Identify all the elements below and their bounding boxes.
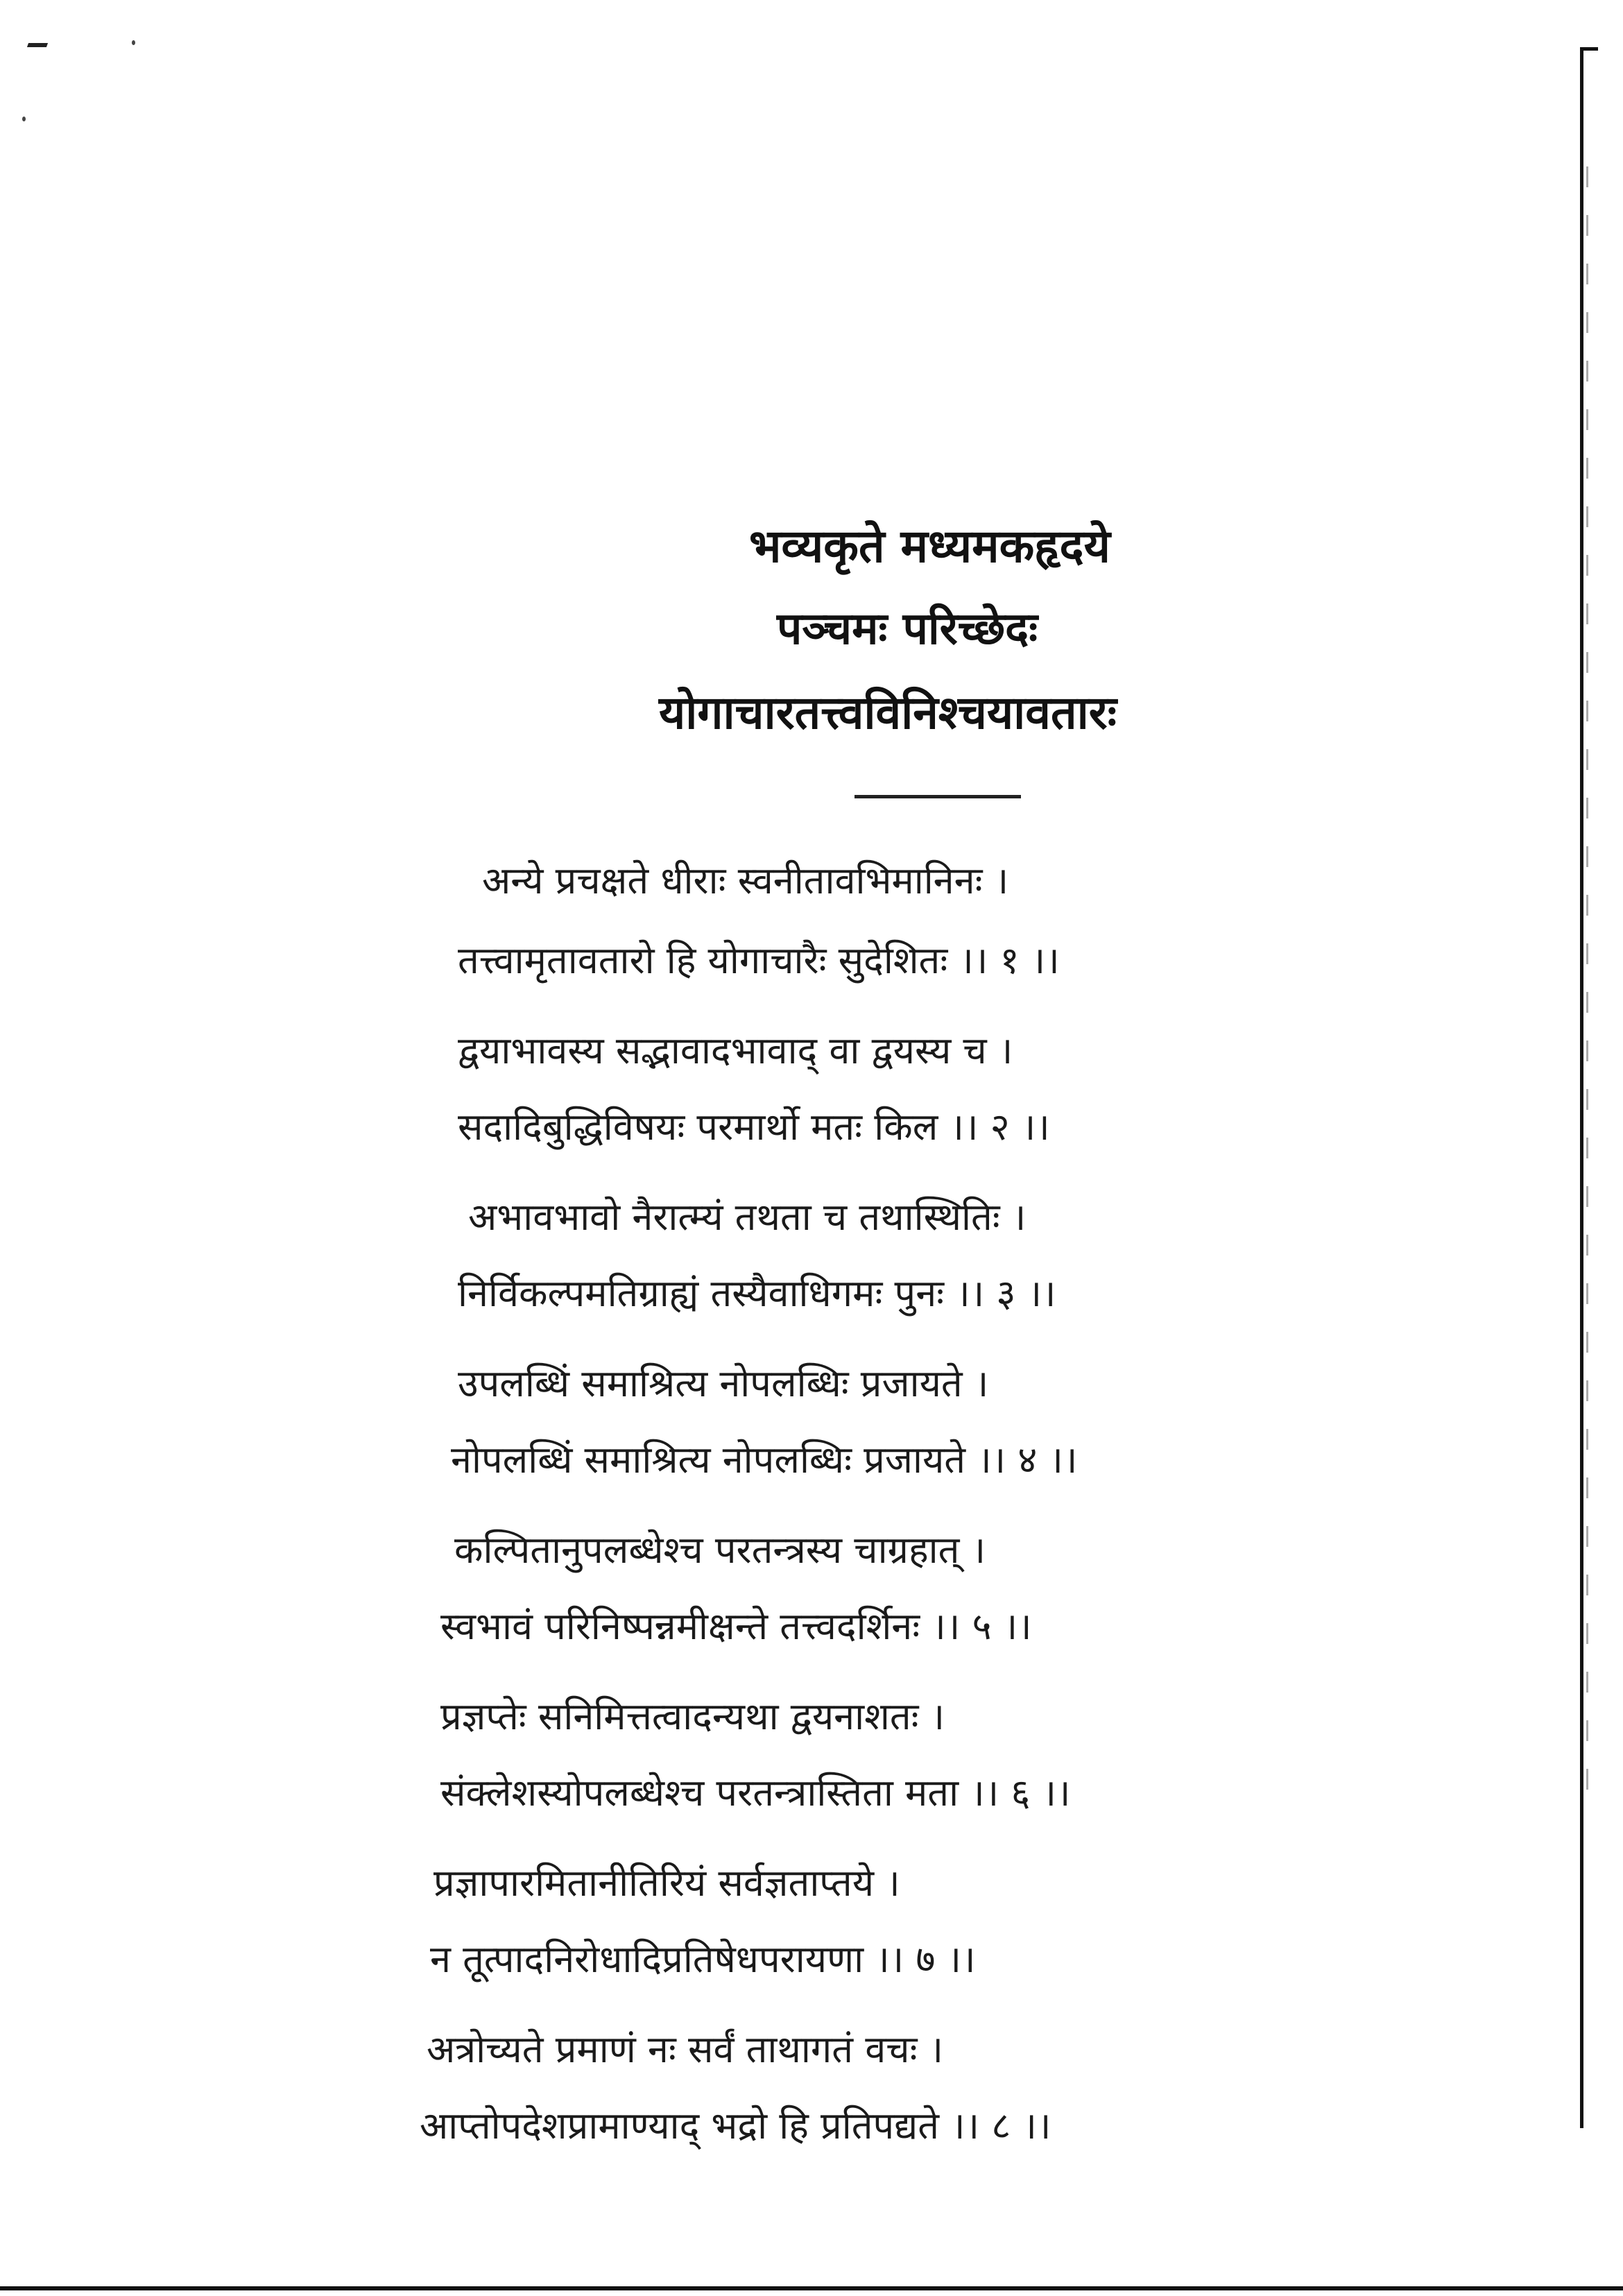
verse-1-line-2: तत्त्वामृतावतारो हि योगाचारैः सुदेशितः ।। १ ।। (458, 939, 1060, 982)
chapter-number: पञ्चमः परिच्छेदः (777, 603, 1038, 655)
verse-5-line-2: स्वभावं परिनिष्पन्नमीक्षन्ते तत्त्वदर्शिनः ।। ५ ।। (440, 1604, 1032, 1648)
verse-2-line-1: द्वयाभावस्य सद्भावादभावाद् वा द्वयस्य च । (458, 1029, 1013, 1072)
verse-4-line-2: नोपलब्धिं समाश्रित्य नोपलब्धिः प्रजायते ।। ४ ।। (451, 1438, 1078, 1482)
verse-7-line-1: प्रज्ञापारमितानीतिरियं सर्वज्ञताप्तये । (433, 1861, 900, 1905)
verse-6-line-1: प्रज्ञप्तेः सनिमित्तत्वादन्यथा द्वयनाशतः । (440, 1695, 945, 1738)
title-divider (855, 795, 1021, 798)
scan-speck (22, 117, 26, 121)
work-title: भव्यकृते मध्यमकहृदये (749, 520, 1110, 573)
verse-3-line-2: निर्विकल्पमतिग्राह्यं तस्यैवाधिगमः पुनः ।। ३ ।। (458, 1271, 1056, 1315)
verse-3-line-1: अभावभावो नैरात्म्यं तथता च तथास्थितिः । (468, 1195, 1027, 1239)
chapter-title: योगाचारतत्त्वविनिश्चयावतारः (659, 686, 1117, 739)
verse-2-line-2: सदादिबुद्धिविषयः परमार्थो मतः किल ।। २ ।। (458, 1105, 1050, 1149)
verse-7-line-2: न तूत्पादनिरोधादिप्रतिषेधपरायणा ।। ७ ।। (430, 1937, 976, 1981)
scan-speck (132, 40, 135, 45)
verse-6-line-2: संक्लेशस्योपलब्धेश्च परतन्त्रास्तिता मता ।। ६ ।। (440, 1771, 1071, 1815)
verse-8-line-2: आप्तोपदेशप्रामाण्याद् भद्रो हि प्रतिपद्यते ।। ८ ।। (420, 2104, 1051, 2148)
verse-5-line-1: कल्पितानुपलब्धेश्च परतन्त्रस्य चाग्रहात् । (454, 1528, 986, 1572)
page-edge-shadow (1586, 166, 1588, 1817)
page-bottom-edge (0, 2286, 1623, 2290)
verse-1-line-1: अन्ये प्रचक्षते धीराः स्वनीतावभिमानिनः । (482, 859, 1009, 902)
scan-mark (27, 43, 48, 47)
page-edge-border (1580, 47, 1591, 2128)
verse-4-line-1: उपलब्धिं समाश्रित्य नोपलब्धिः प्रजायते । (458, 1362, 989, 1405)
verse-8-line-1: अत्रोच्यते प्रमाणं नः सर्वं ताथागतं वचः । (427, 2028, 944, 2071)
